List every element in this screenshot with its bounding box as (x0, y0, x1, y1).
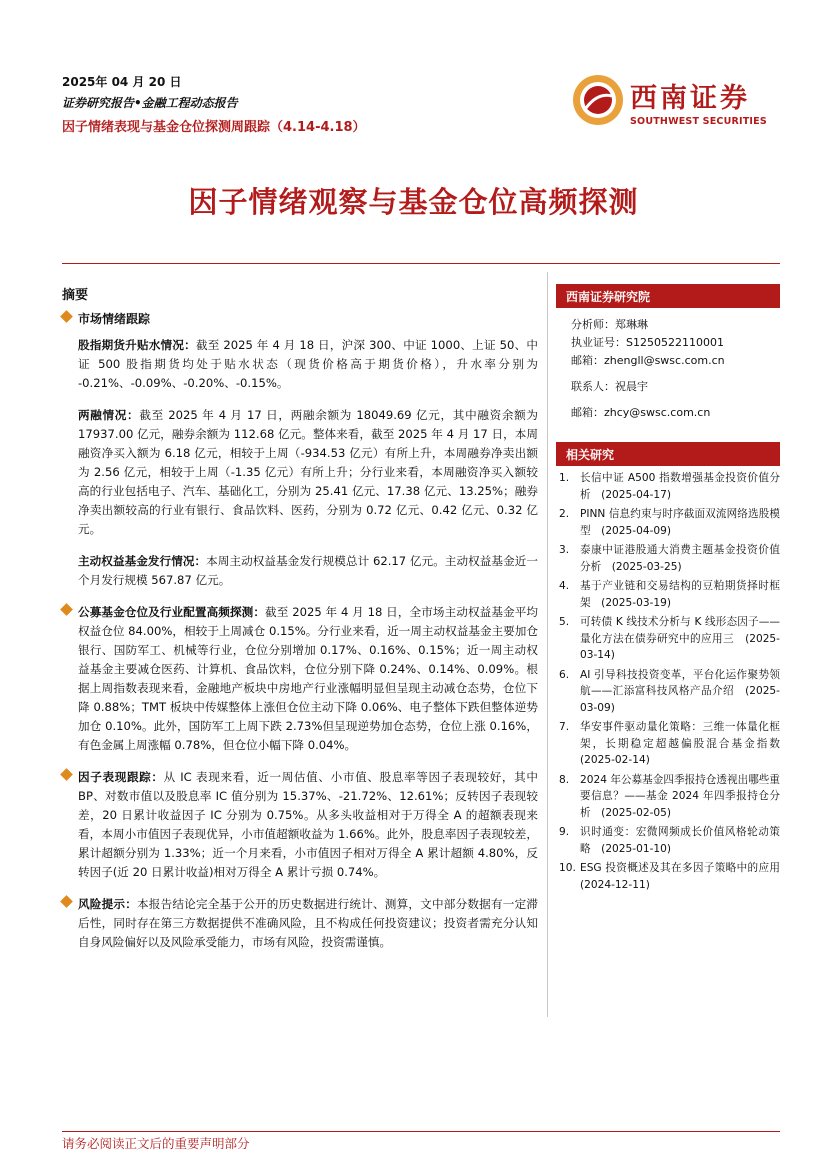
diamond-bullet-icon (60, 310, 73, 323)
report-type: 证券研究报告•金融工程动态报告 (62, 96, 238, 110)
list-item[interactable]: 7. 华安事件驱动量化策略：三维一体量化框架，长期稳定超越偏股混合基金指数 (2025-02-14) (559, 721, 791, 766)
list-item[interactable]: 2. PINN 信息约束与时序截面双流网络选股模型 (2025-04-09) (559, 508, 780, 537)
logo-name-en: SOUTHWEST SECURITIES (630, 116, 767, 127)
paragraph-futures: 股指期货升贴水情况：截至 2025 年 4 月 18 日，沪深 300、中证 1000、上证 50、中证 500 股指期货均处于贴水状态（现货价格高于期货价格），升水率分别为 -0.21%、-0.09%、-0.20%、-0.15%。 (78, 338, 538, 390)
list-item[interactable]: 6. AI 引导科技投资变革，平台化运作聚势领航——汇添富科技风格产品介绍 (2025-03-09) (559, 668, 780, 714)
analyst-email[interactable]: 邮箱：zhengll@swsc.com.cn (571, 354, 725, 367)
analyst-info (556, 308, 780, 422)
paragraph-margin: 两融情况：截至 2025 年 4 月 17 日，两融余额为 18049.69 亿元，其中融资余额为 17937.00 亿元，融券余额为 112.68 亿元。整体来看，截至 2025 年 4 月 17 日，本周融资净买入额为 6.18 亿元，相较于上周（-934.53 亿元）有所上升，本周融券净卖出额为 2.56 亿元，相较于上周（-1.35 亿元）有所上升；分行业来看，本周融资净买入额较高的行业包括电子、汽车、基础化工，分别为 25.41 亿元、17.38 亿元、13.25%；融券净卖出额较高的行业有银行、食品饮料、医药，分别为 0.72 亿元、0.42 亿元、0.32 亿元。 (78, 408, 538, 536)
paragraph-factor: 因子表现跟踪：从 IC 表现来看，近一周估值、小市值、股息率等因子表现较好，其中 BP、对数市值以及股息率 IC 值分别为 15.37%、-21.72%、12.61%；反转因子表现较差，20 日累计收益因子 IC 分别为 0.75%。从多头收益相对于万得全 A 的超额表现来看，本周小市值因子表现优异，小市值超额收益为 1.66%。此外，股息率因子表现较差，累计超额分别为 1.33%；近一个月来看，小市值因子相对万得全 A 累计超额 4.80%，反转因子(近 20 日累计收益)相对万得全 A 累计亏损 0.74%。 (62, 768, 538, 882)
page-title: 因子情绪观察与基金仓位高频探测 (188, 185, 639, 219)
list-item[interactable]: 5. 可转债 K 线技术分析与 K 线形态因子——量化方法在债券研究中的应用三 (2025-03-14) (559, 616, 780, 661)
section-heading: 市场情绪跟踪 (62, 310, 538, 327)
contact-email[interactable]: 邮箱：zhcy@swsc.com.cn (571, 406, 711, 419)
institute-heading: 西南证券研究院 (556, 284, 780, 308)
paragraph-risk: 风险提示：本报告结论完全基于公开的历史数据进行统计、测算，文中部分数据有一定滞后性，同时存在第三方数据提供不准确风险，且不构成任何投资建议；投资者需充分认知自身风险偏好以及风险承受能力，市场有风险，投资需谨慎。 (62, 895, 538, 952)
related-research-list (556, 466, 791, 893)
analyst-name: 分析师：郑琳琳 (571, 318, 648, 331)
sidebar (556, 284, 791, 896)
paragraph-fund-position: 公募基金仓位及行业配置高频探测：截至 2025 年 4 月 18 日，全市场主动权益基金平均权益仓位 84.00%，相较于上周减仓 0.15%。分行业来看，近一周主动权益基金主要加仓银行、国防军工、机械等行业，仓位分别增加 0.17%、0.16%、0.15%；近一周主动权益基金主要减仓医药、计算机、食品饮料，仓位分别下降 0.24%、0.14%、0.09%。根据上周指数表现来看，金融地产板块中房地产行业涨幅明显但呈现主动减仓态势，仓位下降 0.88%；TMT 板块中传媒整体上涨但仓位主动下降 0.06%、电子整体下跌但整体逆势加仓 0.10%。此外，国防军工上周下跌 2.73%但呈现逆势加仓态势，仓位上涨 0.16%，有色金属上周涨幅 0.78%，但仓位小幅下降 0.04%。 (62, 603, 538, 755)
paragraph-fund-issuance: 主动权益基金发行情况：本周主动权益基金发行规模总计 62.17 亿元。主动权益基金近一个月发行规模 567.87 亿元。 (78, 554, 538, 587)
contact-name: 联系人：祝晨宇 (571, 380, 648, 393)
diamond-bullet-icon (60, 603, 73, 616)
logo-emblem-icon (572, 74, 624, 126)
list-item[interactable]: 10. ESG 投资概述及其在多因子策略中的应用 (2024-12-11) (559, 862, 791, 891)
footer-disclaimer: 请务必阅读正文后的重要声明部分 (62, 1136, 250, 1151)
list-item[interactable]: 9. 识时通变：宏微网频成长价值风格轮动策略 (2025-01-10) (559, 826, 780, 855)
column-divider (547, 272, 548, 1017)
analyst-cert: 执业证号：S1250522110001 (571, 336, 724, 349)
footer-divider (62, 1131, 780, 1132)
company-logo (572, 70, 782, 132)
list-item[interactable]: 1. 长信中证 A500 指数增强基金投资价值分析 (2025-04-17) (559, 472, 780, 501)
diamond-bullet-icon (60, 895, 73, 908)
abstract-label: 摘要 (62, 288, 89, 303)
list-item[interactable]: 4. 基于产业链和交易结构的豆粕期货择时框架 (2025-03-19) (559, 580, 780, 609)
report-subtitle: 因子情绪表现与基金仓位探测周跟踪（4.14-4.18） (62, 120, 366, 135)
list-item[interactable]: 3. 泰康中证港股通大消费主题基金投资价值分析 (2025-03-25) (559, 544, 780, 573)
related-research-heading: 相关研究 (556, 442, 780, 466)
logo-name-cn: 西南证券 (630, 83, 750, 114)
list-item[interactable]: 8. 2024 年公募基金四季报持仓透视出哪些重要信息？——基金 2024 年四季报持仓分析 (2025-02-05) (559, 773, 780, 819)
abstract-column (62, 284, 538, 965)
report-date: 2025年 04 月 20 日 (62, 75, 182, 89)
diamond-bullet-icon (60, 768, 73, 781)
header-divider (62, 263, 780, 264)
